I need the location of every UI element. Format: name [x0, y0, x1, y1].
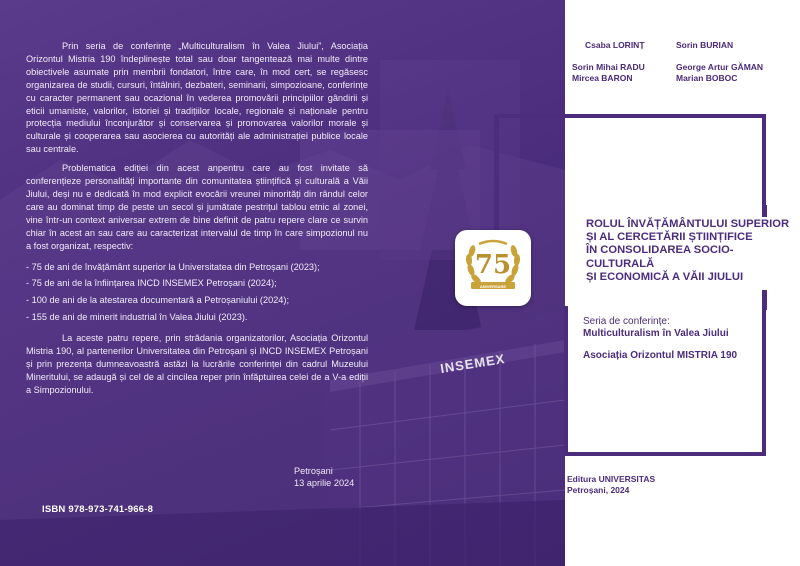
author-name: Marian BOBOC	[676, 73, 738, 83]
publisher	[567, 474, 655, 496]
date: 13 aprilie 2024	[294, 478, 355, 488]
building-sign: INSEMEX	[439, 350, 507, 377]
title-line: ÎN CONSOLIDAREA SOCIO-CULTURALĂ	[586, 244, 734, 270]
association-name: Asociația Orizontul MISTRIA 190	[583, 350, 738, 361]
intro-paragraph: Prin seria de conferințe „Multiculturalism în Valea Jiului”, Asociația Orizontul Mistria 190 îndeplinește total sau doar tangentează mai multe dintre obiectivele asumate prin membrii fondatori, între care, în mod cert, se regăsesc organizarea de studii, cursuri, întâlniri, dezbateri, seminarii, simpozioane, conferințe cu caracter permanent sau ocazional în vederea promovării principiilor gândirii și eticii umaniste, valorilor, istoriei și tradițiilor locale, regionale și naționale pentru protecția mediului înconjurător și conservarea și promovarea valorilor morale și culturale și cooperarea sau asocierea cu autorități ale administrației publice locale sau centrale.	[26, 41, 368, 155]
series-label: Seria de conferințe:	[583, 316, 670, 327]
place: Petroșani	[294, 466, 333, 476]
list-item: - 75 de ani de învățământ superior la Universitatea din Petroșani (2023);	[26, 261, 320, 272]
author-name: George Artur GĂMAN	[676, 62, 764, 72]
author-name: Sorin Mihai RADU	[572, 62, 645, 72]
anniversary-badge	[455, 230, 531, 306]
badge-ribbon: ANIVERSARE	[479, 283, 507, 289]
list-item: - 100 de ani de la atestarea documentară a Petroșaniului (2024);	[26, 295, 290, 306]
list-item: - 75 de ani de la înființarea INCD INSEMEX Petroșani (2024);	[26, 278, 277, 289]
author-name: Sorin BURIAN	[676, 40, 734, 50]
place-date	[294, 465, 354, 489]
title-line: ȘI AL CERCETĂRII ȘTIINȚIFICE	[586, 231, 753, 244]
context-paragraph: Problematica ediției din acest anpentru care au fost invitate să conferențieze personalități importante din comunitatea științifică și culturală a Văii Jiului, deși nu e dedicată în mod explicit evocării vreunei minorități din rândul celor care au dominat timp de peste un secol și jumătate pestrițul tablou etnic al zonei, vine într-un context aniversar extrem de bine definit de patru repere clare ce survin chiar în acest an sau care au caracterizat intervalul de timp în care simpozionul nu a fost organizat, respectiv:	[26, 163, 368, 251]
title-line: ȘI ECONOMICĂ A VĂII JIULUI	[586, 270, 744, 283]
author-name: Csaba LORINȚ	[585, 40, 645, 50]
book-title	[586, 218, 791, 284]
publisher-name: Editura UNIVERSITAS	[567, 474, 656, 484]
closing-paragraph: La aceste patru repere, prin strădania organizatorilor, Asociația Orizontul Mistria 190, al partenerilor Universitatea din Petroșani și INCD INSEMEX Petroșani și prin prezența dumneavoastră astăzi la lucrările conferinței din cadrul Muzeului Mineritului, se adaugă și cel de al cincilea reper prin înfăptuirea celei de a V-a ediții a Simpozionului.	[26, 333, 368, 395]
badge-number: 75	[474, 250, 512, 280]
frame-upper-right-stub	[762, 205, 767, 217]
title-line: ROLUL ÎNVĂȚĂMÂNTULUI SUPERIOR	[586, 218, 790, 230]
frame-upper	[494, 114, 766, 210]
author-name: Mircea BARON	[572, 73, 633, 83]
frame-lower-right-stub	[762, 290, 767, 310]
isbn: ISBN 978-973-741-966-8	[42, 504, 154, 515]
back-cover-text	[26, 40, 368, 403]
list-item: - 155 de ani de minerit industrial în Valea Jiului (2023).	[26, 312, 248, 323]
frame-upper-left	[494, 114, 499, 230]
series-name: Multiculturalism în Valea Jiului	[583, 328, 729, 339]
publisher-place: Petroșani, 2024	[567, 485, 630, 495]
